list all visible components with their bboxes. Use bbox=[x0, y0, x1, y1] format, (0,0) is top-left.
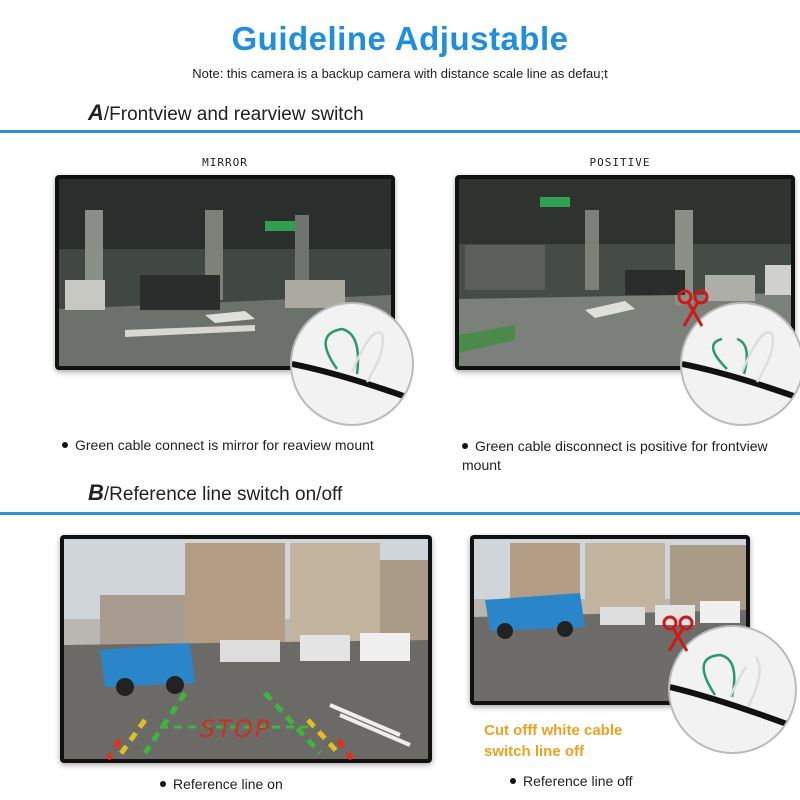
section-b-divider bbox=[0, 512, 800, 515]
section-b-heading bbox=[88, 480, 342, 506]
mirror-caption: Green cable connect is mirror for reaview mount bbox=[62, 437, 374, 453]
green-cable-connected-inset bbox=[290, 302, 414, 426]
bullet-icon bbox=[462, 443, 468, 449]
scissors-icon bbox=[662, 615, 694, 653]
scissors-icon bbox=[676, 288, 710, 328]
bullet-icon bbox=[510, 778, 516, 784]
cut-instruction-text: Cut offf white cable switch line off bbox=[484, 722, 623, 760]
section-b-letter: B bbox=[88, 480, 104, 505]
page-title: Guideline Adjustable bbox=[231, 20, 569, 57]
section-a-letter: A bbox=[88, 100, 104, 125]
positive-caption: Green cable disconnect is positive for frontview mount bbox=[462, 438, 768, 473]
section-a-title: /Frontview and rearview switch bbox=[103, 104, 364, 125]
reference-on-caption: Reference line on bbox=[160, 776, 283, 792]
section-a-divider bbox=[0, 130, 800, 133]
stop-overlay-text: STOP bbox=[200, 715, 272, 743]
section-b-title: /Reference line switch on/off bbox=[103, 484, 343, 505]
bullet-icon bbox=[160, 781, 166, 787]
page-note: Note: this camera is a backup camera with distance scale line as defau;t bbox=[192, 66, 608, 81]
mirror-label: MIRROR bbox=[202, 156, 248, 169]
reference-line-on-image bbox=[60, 535, 432, 763]
bullet-icon bbox=[62, 442, 68, 448]
section-a-heading bbox=[88, 100, 364, 126]
reference-off-caption: Reference line off bbox=[510, 773, 632, 789]
positive-label: POSITIVE bbox=[589, 156, 651, 169]
